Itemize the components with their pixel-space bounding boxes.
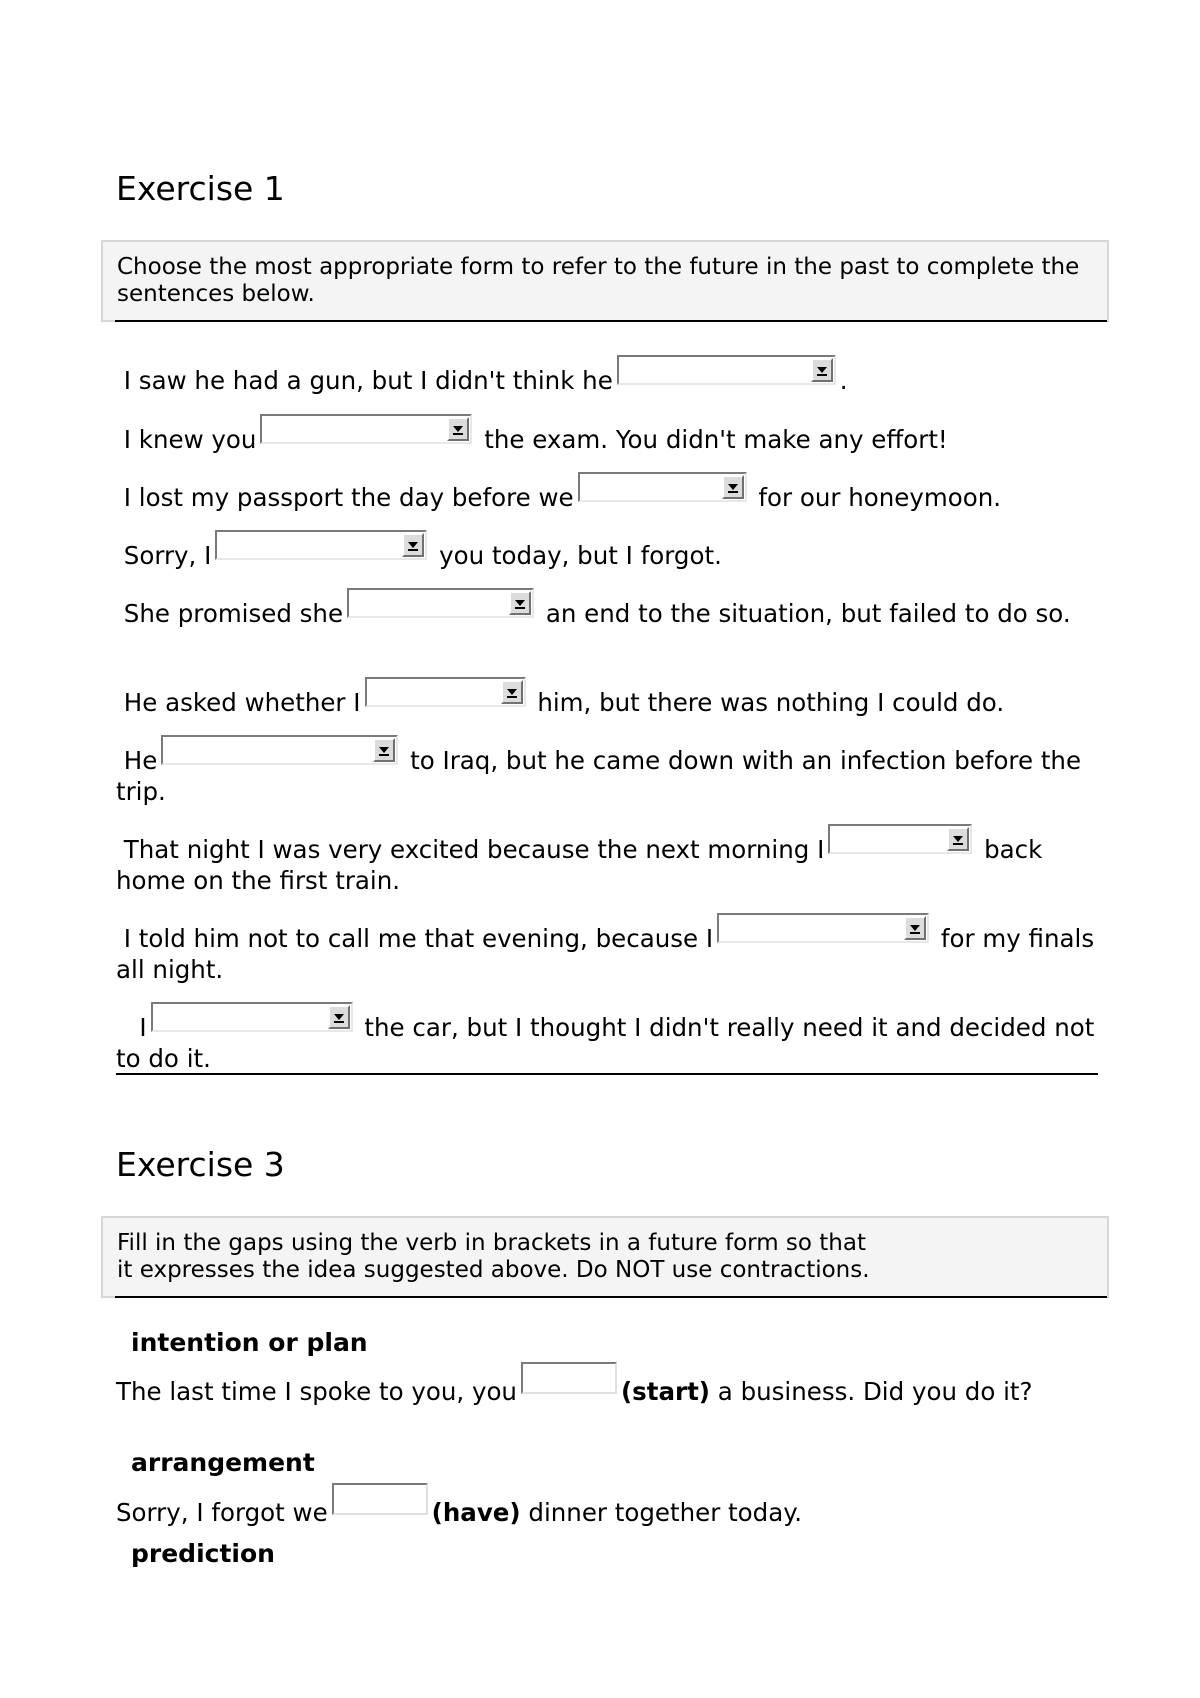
sentence-9-before: I told him not to call me that evening, because I <box>116 924 714 953</box>
exercise-3-item-2 <box>116 1483 1096 1528</box>
exercise-3-instructions <box>101 1216 1109 1298</box>
sentence-4-before: Sorry, I <box>116 541 212 570</box>
chevron-down-icon[interactable] <box>373 738 395 762</box>
sentence-3-dropdown[interactable] <box>578 472 747 502</box>
sentence-10-after: the car, but I thought I didn't really need it and decided not to do it. <box>116 1013 1103 1073</box>
sentence-8-after: back home on the first train. <box>116 835 1051 895</box>
instruction-divider <box>115 320 1107 322</box>
sentence-2-before: I knew you <box>116 425 257 454</box>
start-verb-input[interactable] <box>521 1362 617 1394</box>
chevron-down-icon[interactable] <box>811 358 833 382</box>
sentence-3 <box>116 472 1096 513</box>
item-1-after: a business. Did you do it? <box>710 1377 1033 1406</box>
sentence-9-after: for my finals all night. <box>116 924 1102 984</box>
sentence-7-after: to Iraq, but he came down with an infection before the trip. <box>116 746 1089 806</box>
chevron-down-icon[interactable] <box>402 533 424 557</box>
instruction-divider <box>115 1296 1107 1298</box>
sentence-4 <box>116 530 1096 571</box>
sentence-2 <box>116 414 1096 455</box>
have-verb-input[interactable] <box>332 1483 428 1515</box>
chevron-down-icon[interactable] <box>509 591 531 615</box>
sentence-10-dropdown[interactable] <box>151 1002 353 1032</box>
sentence-8 <box>116 824 1096 896</box>
sentence-5-before: She promised she <box>116 599 344 628</box>
exercise-1-title: Exercise 1 <box>116 169 285 208</box>
exercise-1-end-divider <box>116 1073 1098 1075</box>
sentence-9 <box>116 913 1102 985</box>
sentence-9-dropdown[interactable] <box>717 913 929 943</box>
sentence-7-dropdown[interactable] <box>161 735 398 765</box>
item-1-verb-hint: (start) <box>620 1377 710 1406</box>
sentence-8-before: That night I was very excited because the next morning I <box>116 835 825 864</box>
exercise-1-instructions <box>101 240 1109 322</box>
sentence-1-before: I saw he had a gun, but I didn't think he <box>116 366 613 395</box>
sentence-1-dropdown[interactable] <box>617 355 836 385</box>
sentence-10-before: I <box>116 1013 147 1042</box>
exercise-3-item-1 <box>116 1362 1096 1407</box>
sentence-5 <box>116 588 1096 629</box>
sentence-1-after: . <box>839 366 848 395</box>
sentence-2-dropdown[interactable] <box>260 414 472 444</box>
chevron-down-icon[interactable] <box>904 916 926 940</box>
chevron-down-icon[interactable] <box>501 680 523 704</box>
category-label: intention or plan <box>131 1328 368 1357</box>
sentence-8-dropdown[interactable] <box>828 824 972 854</box>
exercise-3-instruction-line-2: it expresses the idea suggested above. Do NOT use contractions. <box>117 1257 870 1283</box>
item-2-after: dinner together today. <box>520 1498 803 1527</box>
sentence-6-after: him, but there was nothing I could do. <box>529 688 1005 717</box>
category-label: prediction <box>131 1539 275 1568</box>
sentence-5-after: an end to the situation, but failed to do so. <box>538 599 1071 628</box>
sentence-1 <box>116 355 1096 396</box>
sentence-5-dropdown[interactable] <box>347 588 534 618</box>
item-2-before: Sorry, I forgot we <box>116 1498 328 1527</box>
sentence-3-before: I lost my passport the day before we <box>116 483 574 512</box>
sentence-4-dropdown[interactable] <box>215 530 427 560</box>
chevron-down-icon[interactable] <box>447 417 469 441</box>
exercise-3-title: Exercise 3 <box>116 1145 285 1184</box>
sentence-2-after: the exam. You didn't make any effort! <box>476 425 948 454</box>
chevron-down-icon[interactable] <box>947 827 969 851</box>
chevron-down-icon[interactable] <box>722 475 744 499</box>
sentence-6-dropdown[interactable] <box>365 677 526 707</box>
item-1-before: The last time I spoke to you, you <box>116 1377 517 1406</box>
sentence-4-after: you today, but I forgot. <box>431 541 722 570</box>
sentence-6 <box>116 677 1096 718</box>
sentence-3-after: for our honeymoon. <box>750 483 1002 512</box>
sentence-7-before: He <box>116 746 158 775</box>
sentence-6-before: He asked whether I <box>116 688 361 717</box>
exercise-3-instruction-line-1: Fill in the gaps using the verb in brackets in a future form so that <box>117 1230 866 1256</box>
chevron-down-icon[interactable] <box>328 1005 350 1029</box>
exercise-1-instruction-text: Choose the most appropriate form to refer to the future in the past to complete the sentences below. <box>117 254 1080 307</box>
sentence-10 <box>116 1002 1103 1074</box>
category-label: arrangement <box>131 1448 315 1477</box>
sentence-7 <box>116 735 1096 807</box>
item-2-verb-hint: (have) <box>431 1498 521 1527</box>
